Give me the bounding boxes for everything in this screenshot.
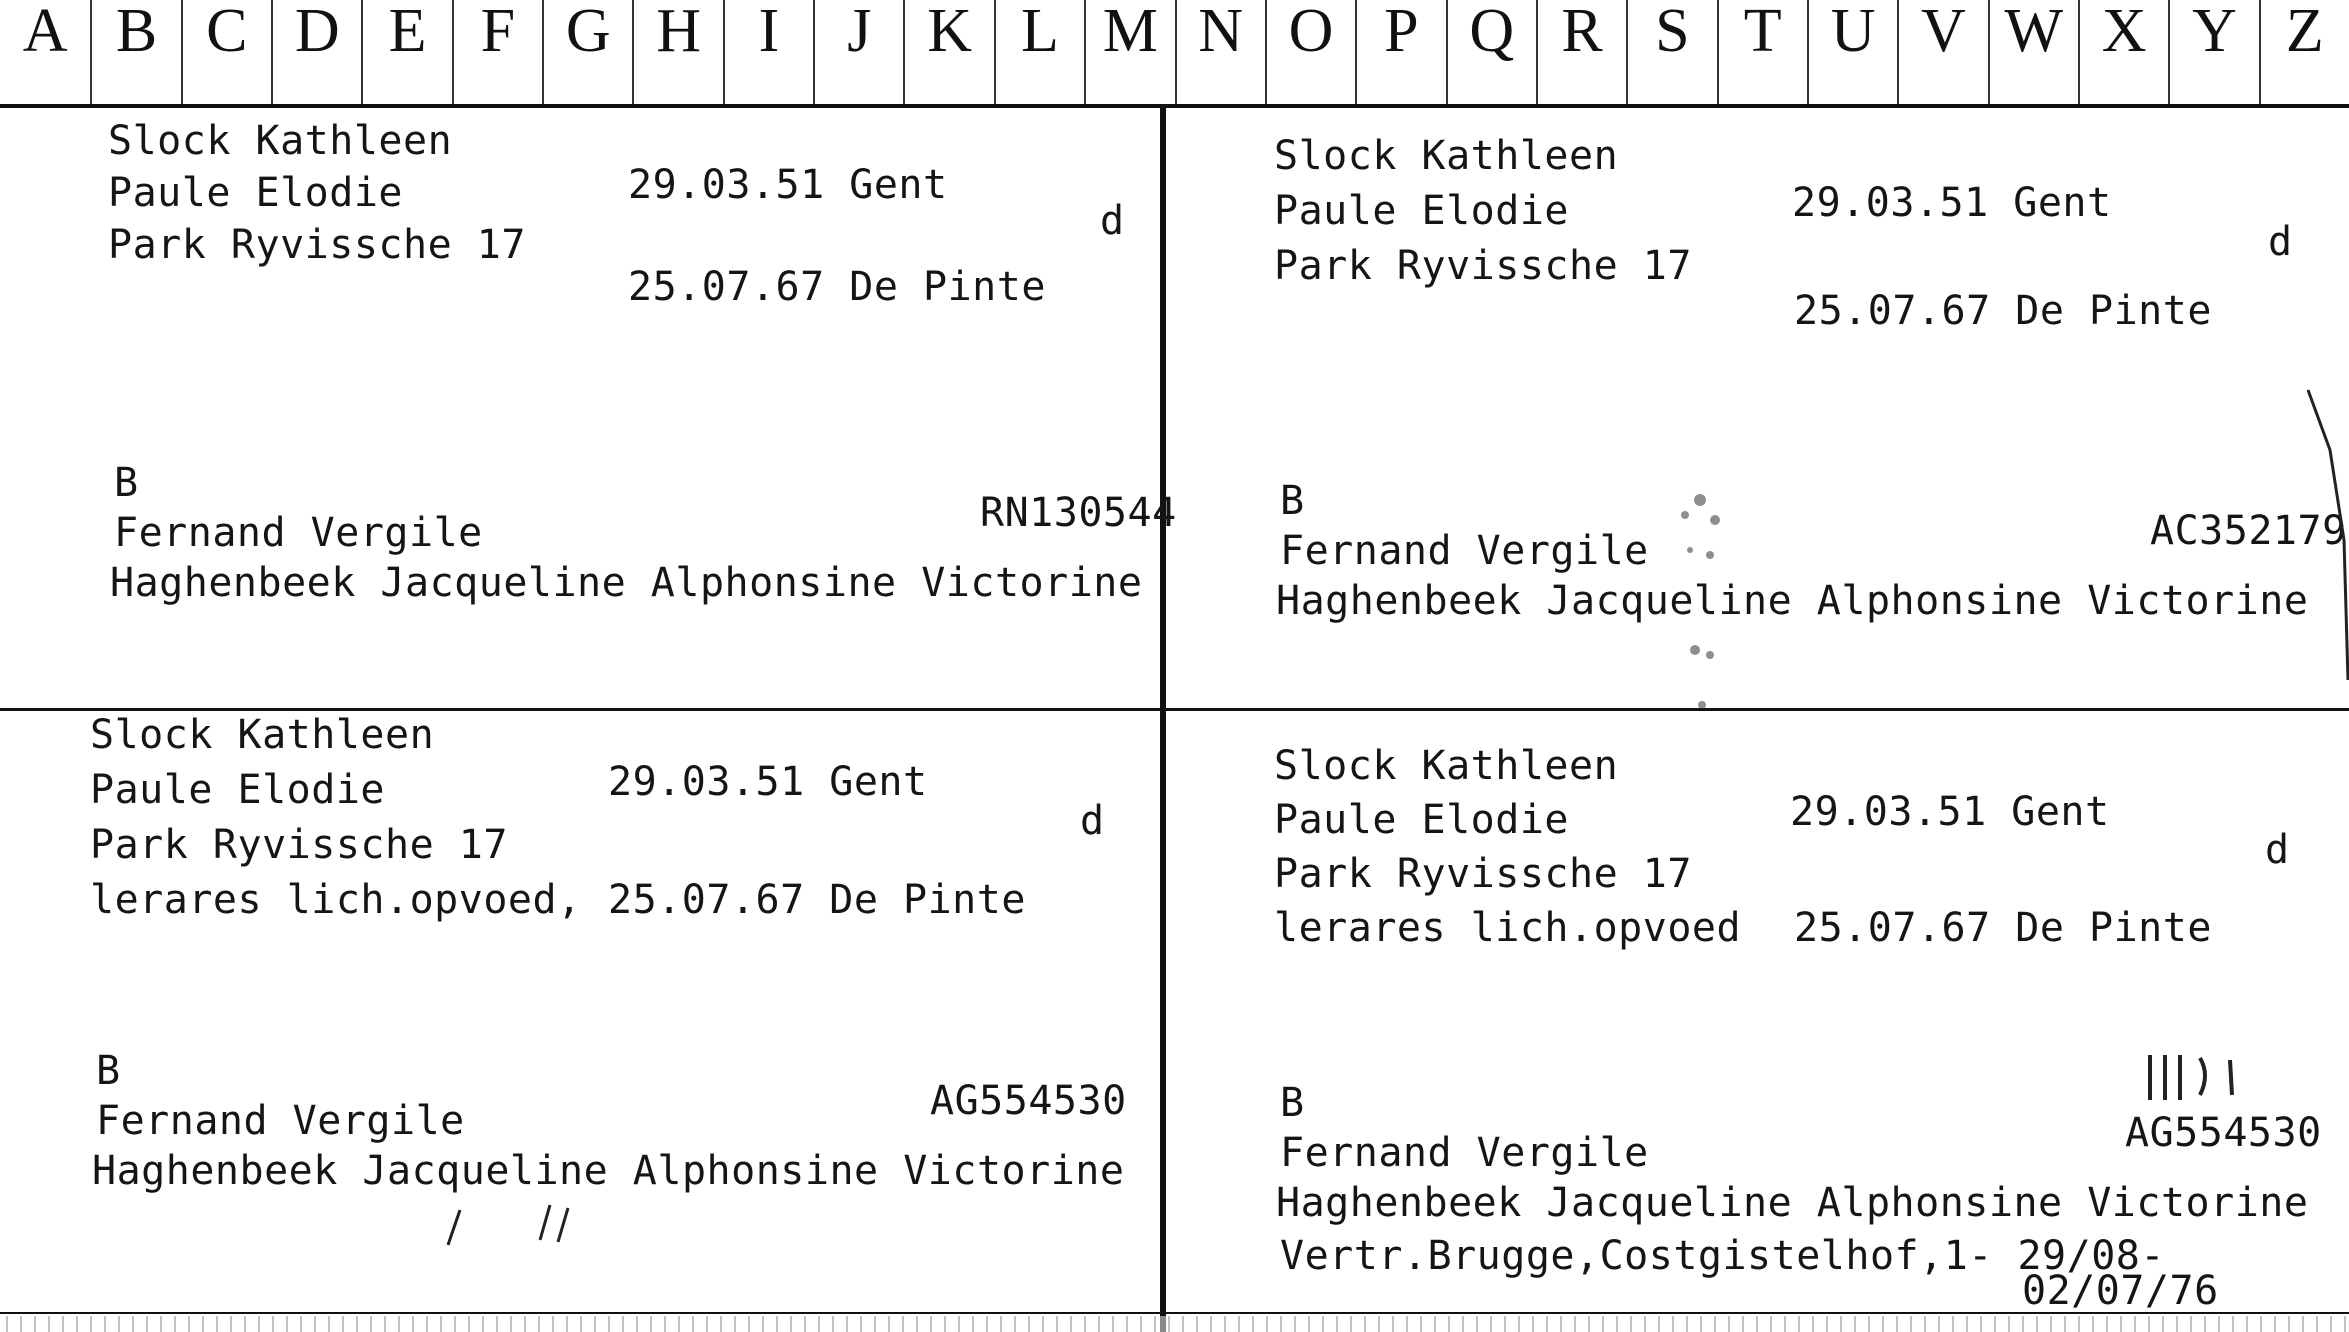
card-ref-number: RN130544 <box>980 490 1177 536</box>
card-mother: Haghenbeek Jacqueline Alphonsine Victorine <box>1276 1180 2309 1226</box>
card-occupation: lerares lich.opvoed <box>1274 905 1742 951</box>
card-given-names: Paule Elodie <box>90 767 385 813</box>
scan-edge-noise <box>0 1316 2349 1332</box>
index-tab-s[interactable]: S <box>1626 0 1716 104</box>
index-tab-u[interactable]: U <box>1807 0 1897 104</box>
card-father: Fernand Vergile <box>1280 1130 1649 1176</box>
card-address: Park Ryvissche 17 <box>1274 243 1692 289</box>
card-note: Vertr.Brugge,Costgistelhof,1- 29/08- <box>1280 1233 2165 1279</box>
card-father: Fernand Vergile <box>1280 528 1649 574</box>
index-tab-p[interactable]: P <box>1355 0 1445 104</box>
card-nationality: B <box>96 1048 121 1094</box>
bottom-rule-left <box>0 1312 1162 1314</box>
card-nationality: B <box>1280 1080 1305 1126</box>
card-mother: Haghenbeek Jacqueline Alphonsine Victorine <box>110 560 1143 606</box>
handwritten-marks <box>2140 1050 2260 1110</box>
card-mother: Haghenbeek Jacqueline Alphonsine Victorine <box>1276 578 2309 624</box>
card-ref-number: AG554530 <box>2125 1110 2322 1156</box>
index-tab-y[interactable]: Y <box>2168 0 2258 104</box>
index-tab-x[interactable]: X <box>2078 0 2168 104</box>
card-date-place: 25.07.67 De Pinte <box>628 264 1046 310</box>
index-tab-a[interactable]: A <box>22 0 68 65</box>
index-tab-k[interactable]: K <box>903 0 993 104</box>
index-tab-z[interactable]: Z <box>2259 0 2349 104</box>
ink-stamp-smudge <box>1640 480 1760 720</box>
card-address: Park Ryvissche 17 <box>108 222 526 268</box>
card-name: Slock Kathleen <box>1274 743 1619 789</box>
card-ref-number: AG554530 <box>930 1078 1127 1124</box>
index-tab-v[interactable]: V <box>1897 0 1987 104</box>
index-tab-r[interactable]: R <box>1536 0 1626 104</box>
card-given-names: Paule Elodie <box>108 170 403 216</box>
card-name: Slock Kathleen <box>90 712 435 758</box>
index-tab-n[interactable]: N <box>1175 0 1265 104</box>
card-birth: 29.03.51 Gent <box>628 162 948 208</box>
index-tab-o[interactable]: O <box>1265 0 1355 104</box>
card-given-names: Paule Elodie <box>1274 797 1569 843</box>
card-ref-number: AC352179 <box>2150 508 2347 554</box>
card-birth: 29.03.51 Gent <box>1790 789 2110 835</box>
card-marker: d <box>2265 827 2290 873</box>
pen-strokes <box>440 1200 600 1250</box>
card-date-place: 25.07.67 De Pinte <box>1794 905 2212 951</box>
index-tab-h[interactable]: H <box>632 0 722 104</box>
card-father: Fernand Vergile <box>114 510 483 556</box>
index-tab-d[interactable]: D <box>271 0 361 104</box>
index-tab-t[interactable]: T <box>1717 0 1807 104</box>
index-tab-b[interactable]: B <box>90 0 180 104</box>
card-marker: d <box>2268 219 2293 265</box>
card-birth: 29.03.51 Gent <box>608 759 928 805</box>
index-tab-f[interactable]: F <box>452 0 542 104</box>
card-occupation: lerares lich.opvoed, <box>90 877 582 923</box>
index-tab-q[interactable]: Q <box>1446 0 1536 104</box>
card-nationality: B <box>1280 478 1305 524</box>
card-date-place: 25.07.67 De Pinte <box>1794 288 2212 334</box>
card-name: Slock Kathleen <box>1274 133 1619 179</box>
card-mother: Haghenbeek Jacqueline Alphonsine Victorine <box>92 1148 1125 1194</box>
card-father: Fernand Vergile <box>96 1098 465 1144</box>
horizontal-divider-left <box>0 708 1162 711</box>
index-tab-g[interactable]: G <box>542 0 632 104</box>
index-tab-j[interactable]: J <box>813 0 903 104</box>
card-date-place: 25.07.67 De Pinte <box>608 877 1026 923</box>
alphabet-index-bar <box>0 0 2349 108</box>
index-tab-c[interactable]: C <box>181 0 271 104</box>
card-given-names: Paule Elodie <box>1274 188 1569 234</box>
card-nationality: B <box>114 460 139 506</box>
edge-scratch <box>2300 380 2349 700</box>
index-tab-e[interactable]: E <box>361 0 451 104</box>
index-tab-m[interactable]: M <box>1084 0 1174 104</box>
vertical-divider <box>1160 108 1166 1332</box>
index-tab-w[interactable]: W <box>1988 0 2078 104</box>
card-marker: d <box>1100 198 1125 244</box>
card-name: Slock Kathleen <box>108 118 453 164</box>
card-birth: 29.03.51 Gent <box>1792 180 2112 226</box>
index-tab-l[interactable]: L <box>994 0 1084 104</box>
card-address: Park Ryvissche 17 <box>90 822 508 868</box>
card-marker: d <box>1080 798 1105 844</box>
card-note-2: 02/07/76 <box>2022 1268 2219 1314</box>
card-address: Park Ryvissche 17 <box>1274 851 1692 897</box>
index-tab-i[interactable]: I <box>723 0 813 104</box>
